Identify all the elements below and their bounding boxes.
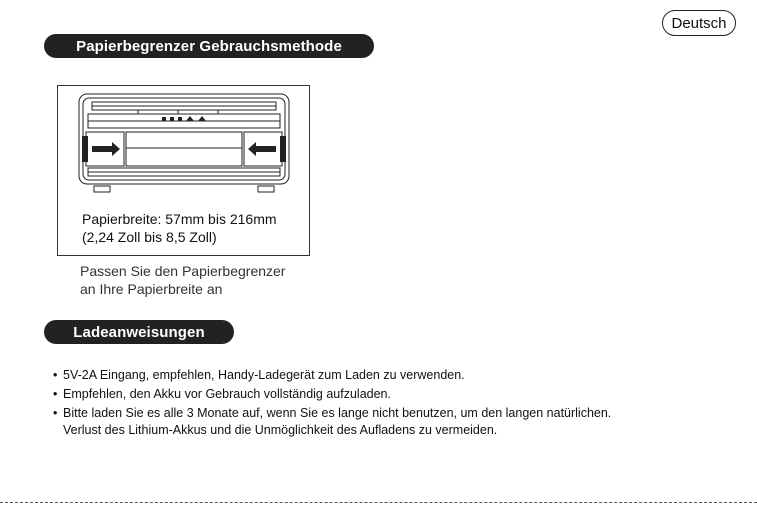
list-item-continuation: Verlust des Lithium-Akkus und die Unmöglichkeit des Aufladens zu vermeiden. <box>63 423 498 437</box>
paper-width-text <box>82 210 277 246</box>
paper-width-mm: Papierbreite: 57mm bis 216mm <box>82 211 277 227</box>
adjust-note-line-2: an Ihre Papierbreite an <box>80 281 223 297</box>
list-item: • Bitte laden Sie es alle 3 Monate auf, wenn Sie es lange nicht benutzen, um den langen natürlichen. <box>53 404 713 423</box>
paper-width-inch: (2,24 Zoll bis 8,5 Zoll) <box>82 229 217 245</box>
language-badge: Deutsch <box>662 10 736 36</box>
footer-divider <box>0 502 757 503</box>
usage-section-title: Papierbegrenzer Gebrauchsmethode <box>44 34 374 58</box>
list-item: • Empfehlen, den Akku vor Gebrauch vollständig aufzuladen. <box>53 385 713 404</box>
adjust-note-line-1: Passen Sie den Papierbegrenzer <box>80 263 286 279</box>
charging-section-title: Ladeanweisungen <box>44 320 234 344</box>
printer-illustration-box <box>57 85 310 256</box>
list-item: • 5V-2A Eingang, empfehlen, Handy-Ladegerät zum Laden zu verwenden. <box>53 366 713 385</box>
printer-paper-guide-illustration <box>78 92 290 198</box>
charging-instructions-list <box>53 366 713 440</box>
adjust-guide-note <box>80 262 285 298</box>
